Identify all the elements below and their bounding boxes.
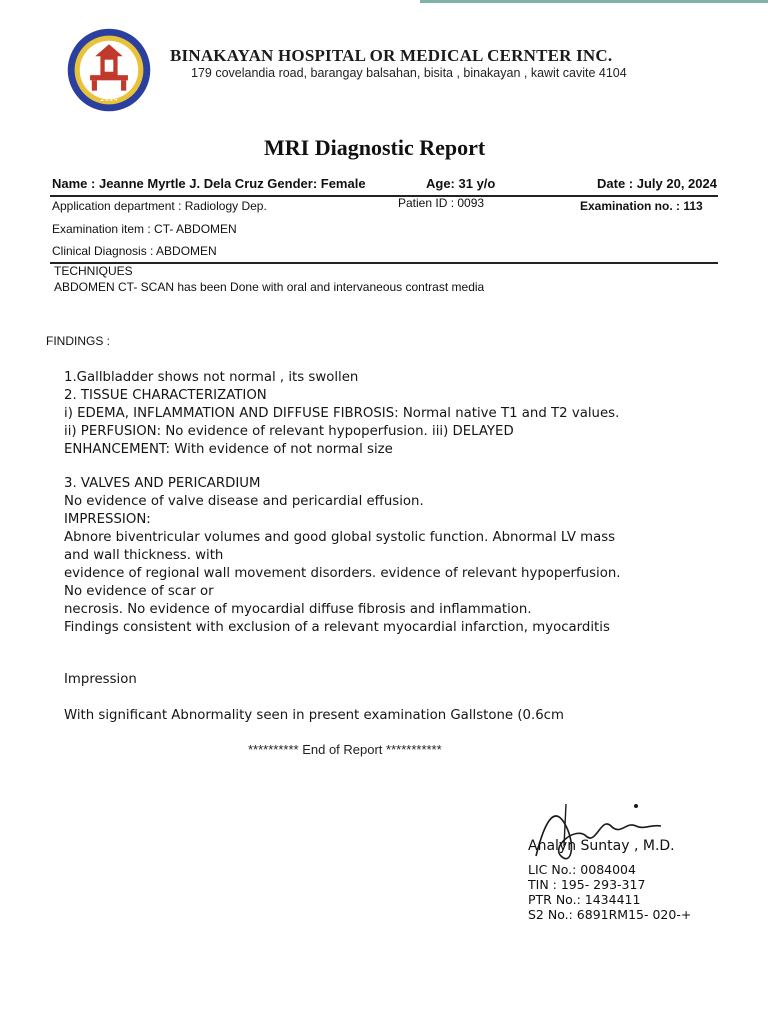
doctor-s2: S2 No.: 6891RM15- 020-+ xyxy=(528,907,692,922)
techniques-text: ABDOMEN CT- SCAN has been Done with oral and intervaneous contrast media xyxy=(54,280,485,294)
patient-age: Age: 31 y/o xyxy=(426,176,496,191)
end-of-report: ********** End of Report *********** xyxy=(248,742,442,757)
findings-line: 2. TISSUE CHARACTERIZATION xyxy=(64,388,267,403)
findings-line: No evidence of valve disease and pericardial effusion. xyxy=(64,494,424,509)
logo-year: 2014 xyxy=(100,94,118,103)
findings-line: Findings consistent with exclusion of a relevant myocardial infarction, myocarditis xyxy=(64,620,610,635)
divider-line xyxy=(50,195,718,197)
hospital-name: BINAKAYAN HOSPITAL OR MEDICAL CERNTER INC. xyxy=(170,46,613,65)
doctor-ptr: PTR No.: 1434411 xyxy=(528,892,641,907)
findings-line: 3. VALVES AND PERICARDIUM xyxy=(64,476,261,491)
findings-line: No evidence of scar or xyxy=(64,584,214,599)
examination-number: Examination no. : 113 xyxy=(580,199,703,213)
findings-line: ENHANCEMENT: With evidence of not normal size xyxy=(64,442,393,457)
techniques-heading: TECHNIQUES xyxy=(54,264,133,278)
impression-heading: Impression xyxy=(64,672,137,687)
application-department: Application department : Radiology Dep. xyxy=(52,199,267,213)
findings-line: IMPRESSION: xyxy=(64,512,151,527)
findings-line: 1.Gallbladder shows not normal , its swollen xyxy=(64,370,359,385)
patient-id: Patien ID : 0093 xyxy=(398,196,485,210)
findings-label: FINDINGS : xyxy=(46,334,111,348)
findings-line: evidence of regional wall movement disorders. evidence of relevant hypoperfusion. xyxy=(64,566,621,581)
report-date: Date : July 20, 2024 xyxy=(597,176,717,191)
report-title: MRI Diagnostic Report xyxy=(264,135,486,160)
impression-text: With significant Abnormality seen in present examination Gallstone (0.6cm xyxy=(64,708,564,723)
findings-line: i) EDEMA, INFLAMMATION AND DIFFUSE FIBROSIS: Normal native T1 and T2 values. xyxy=(64,406,620,421)
top-accent-bar xyxy=(420,0,768,3)
patient-name-gender: Name : Jeanne Myrtle J. Dela Cruz Gender: Female xyxy=(52,176,366,191)
findings-line: and wall thickness. with xyxy=(64,548,224,563)
doctor-name: Analyn Suntay , M.D. xyxy=(528,838,675,854)
hospital-logo-icon xyxy=(66,27,152,113)
examination-item: Examination item : CT- ABDOMEN xyxy=(52,222,237,236)
doctor-tin: TIN : 195- 293-317 xyxy=(528,877,646,892)
doctor-license: LIC No.: 0084004 xyxy=(528,862,636,877)
clinical-diagnosis: Clinical Diagnosis : ABDOMEN xyxy=(52,244,217,258)
findings-line: Abnore biventricular volumes and good global systolic function. Abnormal LV mass xyxy=(64,530,616,545)
divider-line xyxy=(50,262,718,264)
findings-line: necrosis. No evidence of myocardial diffuse fibrosis and inflammation. xyxy=(64,602,532,617)
findings-line: ii) PERFUSION: No evidence of relevant hypoperfusion. iii) DELAYED xyxy=(64,424,514,439)
hospital-address: 179 covelandia road, barangay balsahan, bisita , binakayan , kawit cavite 4104 xyxy=(191,66,627,80)
